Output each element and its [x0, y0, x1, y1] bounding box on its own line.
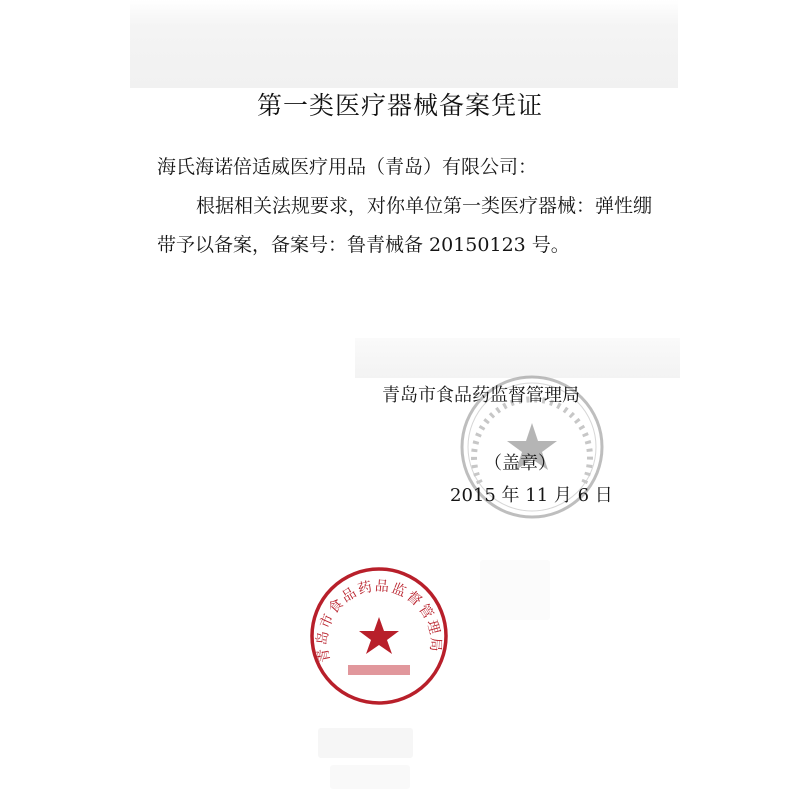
body-text-line-2: 带予以备案，备案号：鲁青械备 20150123 号。	[157, 234, 570, 256]
scan-shadow-top	[130, 0, 678, 88]
body-text-line-1: 根据相关法规要求，对你单位第一类医疗器械：弹性绷	[196, 195, 653, 217]
red-official-seal	[308, 565, 450, 707]
scan-shadow-middle	[355, 338, 680, 378]
seal-ring-text: 青岛市食品药品监督管理局	[314, 578, 444, 664]
document-title: 第一类医疗器械备案凭证	[256, 91, 543, 120]
scan-smudge	[330, 765, 410, 789]
scan-smudge	[480, 560, 550, 620]
scan-smudge	[318, 728, 413, 758]
red-seal-star-icon	[359, 617, 399, 654]
issuing-authority: 青岛市食品药监督管理局	[382, 385, 580, 406]
seal-note: （盖章）	[484, 453, 556, 474]
addressee-line: 海氏海诺倍适威医疗用品（青岛）有限公司：	[157, 156, 538, 178]
issue-date: 2015 年 11 月 6 日	[450, 485, 613, 506]
